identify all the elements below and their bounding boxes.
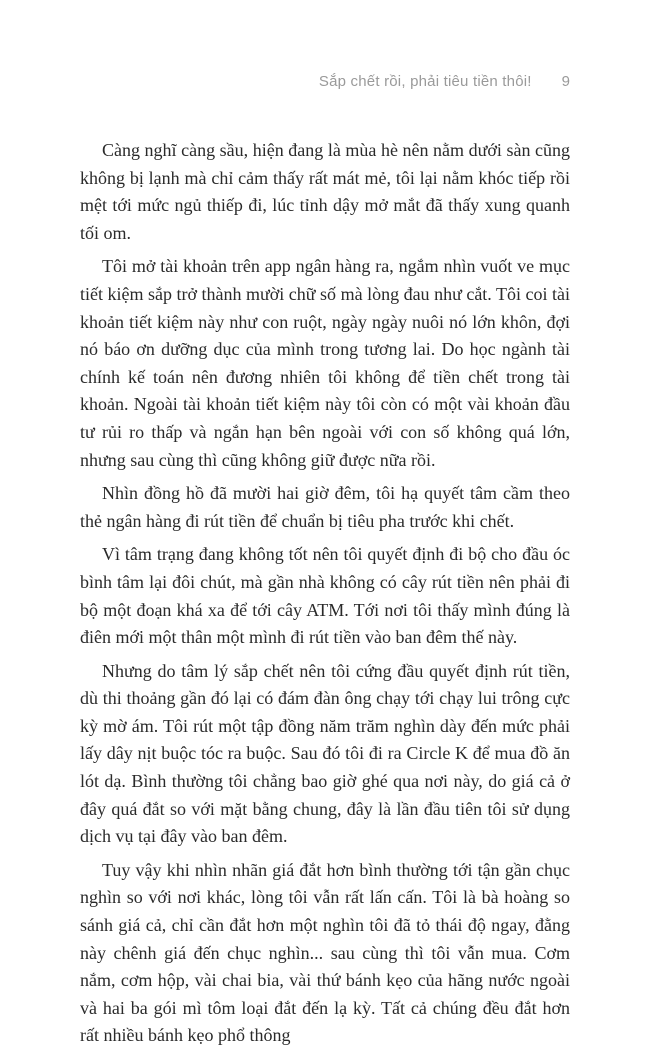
paragraph: Càng nghĩ càng sầu, hiện đang là mùa hè nên nằm dưới sàn cũng không bị lạnh mà chỉ cảm thấy rất mát mẻ, tôi lại nằm khóc tiếp rồi mệt tới mức ngủ thiếp đi, lúc tỉnh dậy mở mắt đã thấy xung quanh tối om.: [80, 140, 570, 243]
page-number: 9: [561, 72, 570, 90]
paragraph: Vì tâm trạng đang không tốt nên tôi quyết định đi bộ cho đầu óc bình tâm lại đôi chút, mà gần nhà không có cây rút tiền nên phải đi bộ một đoạn khá xa để tới cây ATM. Tới nơi tôi thấy mình đúng là điên mới một thân một mình đi rút tiền vào ban đêm thế này.: [80, 544, 570, 648]
paragraph: Nhưng do tâm lý sắp chết nên tôi cứng đầu quyết định rút tiền, dù thi thoảng gần đó lại có đám đàn ông chạy tới chạy lui trông cực kỳ mờ ám. Tôi rút một tập đồng năm trăm nghìn dày đến mức phải lấy dây nịt buộc tóc ra buộc. Sau đó tôi đi ra Circle K để mua đồ ăn lót dạ. Bình thường tôi chẳng bao giờ ghé qua nơi này, do giá cả ở đây quá đắt so với mặt bằng chung, đây là lần đầu tiên tôi sử dụng dịch vụ tại đây vào ban đêm.: [80, 660, 570, 847]
body-text: [80, 137, 570, 1056]
running-title: Sắp chết rồi, phải tiêu tiền thôi!: [318, 72, 532, 90]
paragraph: Nhìn đồng hồ đã mười hai giờ đêm, tôi hạ quyết tâm cầm theo thẻ ngân hàng đi rút tiền để chuẩn bị tiêu pha trước khi chết.: [80, 483, 570, 531]
running-header: [80, 68, 570, 94]
paragraph: Tuy vậy khi nhìn nhãn giá đắt hơn bình thường tới tận gần chục nghìn so với nơi khác, lòng tôi vẫn rất lấn cấn. Tôi là bà hoàng so sánh giá cả, chỉ cần đắt hơn một nghìn tôi đã tỏ thái độ ngay, đằng này chênh giá đến chục nghìn... sau cùng thì tôi vẫn mua. Cơm nắm, cơm hộp, vài chai bia, vài thứ bánh kẹo của hãng nước ngoài và hai ba gói mì tôm loại đắt đến lạ kỳ. Tất cả chúng đều đắt hơn rất nhiều bánh kẹo phổ thông: [80, 859, 570, 1046]
paragraph: Tôi mở tài khoản trên app ngân hàng ra, ngắm nhìn vuốt ve mục tiết kiệm sắp trở thành mười chữ số mà lòng đau như cắt. Tôi coi tài khoản tiết kiệm này như con ruột, ngày ngày nuôi nó lớn khôn, đợi nó báo ơn dưỡng dục của mình trong tương lai. Do học ngành tài chính kế toán nên đương nhiên tôi không để tiền chết trong tài khoản. Ngoài tài khoản tiết kiệm này tôi còn có một vài khoản đầu tư rủi ro thấp và ngắn hạn bên ngoài với con số không quá lớn, nhưng sau cùng thì cũng không giữ được nữa rồi.: [80, 256, 570, 470]
